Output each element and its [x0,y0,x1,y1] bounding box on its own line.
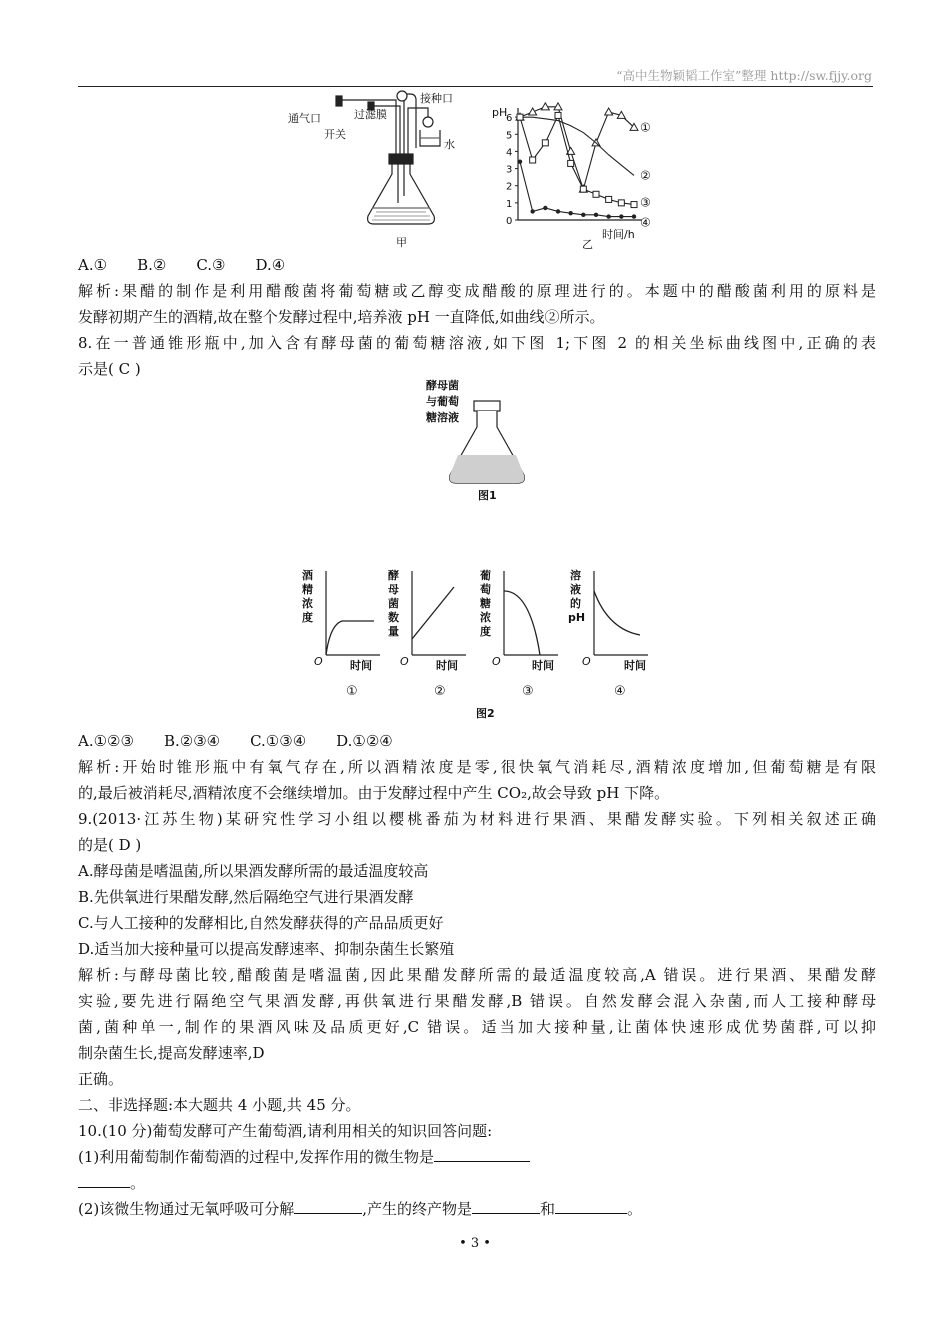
q9-stem-line: 的是( D ) [78,836,142,854]
fig2-xlabel: 时间 [350,659,372,672]
q10-p1-end: 。 [130,1174,146,1192]
fig2-ylabel: 酒精浓度 [302,569,313,624]
data-point [594,213,598,217]
q8-analysis-line: 解析:开始时锥形瓶中有氧气存在,所以酒精浓度是零,很快氧气消耗尽,酒精浓度增加,但葡萄糖是有限 [78,758,876,776]
q10-part-2 [78,1196,876,1222]
fig2-ylabel: 溶液的 pH [568,569,586,624]
fig2-number: ② [434,684,446,699]
label-filter: 过滤膜 [354,108,387,121]
q7-option: D.④ [255,256,286,274]
fig2-origin: O [314,655,323,668]
fig1-label-line: 酵母菌 [426,379,459,392]
data-point [632,214,636,218]
q9-analysis-line: 制杂菌生长,提高发酵速率,D [78,1044,265,1062]
q8-option: D.①②④ [336,732,393,750]
series-line [520,117,634,175]
q8-analysis-line: 的,最后被消耗尽,酒精浓度不会继续增加。由于发酵过程中产生 CO₂,故会导致 pH 下降。 [78,784,670,802]
fig2-caption: 图2 [476,707,495,720]
q8-options [78,728,876,754]
fig2-xlabel: 时间 [436,659,458,672]
figure-2-graphs [300,565,670,725]
q8-stem-line: 8.在一普通锥形瓶中,加入含有酵母菌的葡萄糖溶液,如下图 1;下图 2 的相关坐标曲线图中,正确的表 [78,334,876,352]
fig2-panel-3 [480,568,558,699]
y-tick-label: 5 [506,130,513,142]
fig2-number: ① [346,684,358,699]
data-point [618,200,624,206]
q10-p2-c: 和 [540,1200,556,1218]
fig2-xlabel: 时间 [532,659,554,672]
fig2-number: ④ [614,684,626,699]
data-point [530,157,536,163]
fig2-origin: O [400,655,409,668]
series-label: ① [640,120,651,135]
fig2-number: ③ [522,684,534,699]
figure-ph-chart [490,88,670,258]
data-point [568,160,574,166]
label-inoculation: 接种口 [420,92,453,105]
header-rule [78,86,873,87]
series-label: ② [640,168,651,183]
data-point [581,213,585,217]
data-point [605,108,613,115]
q8-option: C.①③④ [250,732,307,750]
data-point [631,202,637,208]
data-point [518,160,522,164]
data-point [530,209,534,213]
fig2-curve [594,591,640,635]
q10-p2-b: ,产生的终产物是 [362,1200,473,1218]
q9-analysis-line: 解析:与酵母菌比较,醋酸菌是嗜温菌,因此果醋发酵所需的最适温度较高,A 错误。进行果酒、果醋发酵 [78,966,876,984]
data-point [517,114,523,120]
y-tick-label: 3 [506,164,513,176]
q9-option: B.先供氧进行果醋发酵,然后隔绝空气进行果酒发酵 [78,888,414,906]
q10-part-1-cont [78,1170,876,1196]
q7-option: B.② [137,256,167,274]
data-point [606,214,610,218]
q7-options [78,252,876,278]
series-label: ③ [640,195,651,210]
q9-analysis-line: 正确。 [78,1070,124,1088]
q8-stem-line: 示是( C ) [78,360,141,378]
q10-stem: 10.(10 分)葡萄发酵可产生葡萄酒,请利用相关的知识回答问题: [78,1122,493,1140]
q9-option: A.酵母菌是嗜温菌,所以果酒发酵所需的最适温度较高 [78,862,429,880]
label-water: 水 [444,138,455,151]
q8-option: A.①②③ [78,732,134,750]
q7-option: A.① [78,256,108,274]
fig2-curve [412,587,454,639]
chart-caption: 乙 [582,238,593,251]
data-point [556,209,560,213]
label-switch: 开关 [324,128,346,141]
fig2-panel-2 [388,568,466,699]
data-point [606,196,612,202]
answer-blank[interactable] [555,1199,627,1214]
q7-option: C.③ [196,256,226,274]
data-point [529,108,537,115]
q9-option: C.与人工接种的发酵相比,自然发酵获得的产品品质更好 [78,914,444,932]
figure-1-flask [420,375,540,505]
section-2-title: 二、非选择题:本大题共 4 小题,共 45 分。 [78,1096,361,1114]
y-tick-label: 0 [506,216,513,227]
q10-p2-a: (2)该微生物通过无氧呼吸可分解 [78,1200,295,1218]
y-tick-label: 1 [506,198,513,210]
data-point [593,191,599,197]
y-tick-label: 4 [506,147,513,159]
data-point [543,206,547,210]
y-tick-label: 2 [506,181,513,193]
fig2-ylabel: 酵母菌数量 [388,569,399,638]
fig1-label-line: 糖溶液 [426,411,459,424]
series-label: ④ [640,215,651,230]
q9-option: D.适当加大接种量可以提高发酵速率、抑制杂菌生长繁殖 [78,940,455,958]
fig2-ylabel: 葡萄糖浓度 [480,569,491,638]
answer-blank[interactable] [472,1199,540,1214]
q8-option: B.②③④ [163,732,221,750]
q9-analysis-line: 菌,菌种单一,制作的果酒风味及品质更好,C 错误。适当加大接种量,让菌体快速形成优势菌群,可以抑 [78,1018,876,1036]
fig1-caption: 图1 [478,489,497,502]
answer-blank[interactable] [294,1199,362,1214]
data-point [542,140,548,146]
fig2-curve [504,591,540,655]
q9-stem-line: 9.(2013·江苏生物)某研究性学习小组以樱桃番茄为材料进行果酒、果醋发酵实验。下列相关叙述正确 [78,810,876,828]
page-header: “高中生物颖韬工作室”整理 http://sw.fjjy.org [616,68,872,83]
page-number: • 3 • [459,1236,491,1251]
fig2-origin: O [582,655,591,668]
data-point [619,214,623,218]
q7-analysis-line: 解析:果醋的制作是利用醋酸菌将葡萄糖或乙醇变成醋酸的原理进行的。本题中的醋酸菌利用的原料是 [78,282,876,300]
q10-part-1 [78,1144,876,1170]
caption-jia: 甲 [396,236,407,249]
fig2-curve [326,621,374,655]
fig1-label-line: 与葡萄 [426,395,459,408]
figure-apparatus [280,88,480,258]
answer-blank[interactable] [434,1147,530,1162]
answer-blank[interactable] [78,1173,130,1188]
fig2-panel-1 [301,568,380,699]
fig2-panel-4 [568,568,648,699]
fig2-xlabel: 时间 [624,659,646,672]
data-point [555,112,561,118]
q7-analysis-line: 发酵初期产生的酒精,故在整个发酵过程中,培养液 pH 一直降低,如曲线②所示。 [78,308,605,326]
data-point [580,186,586,192]
data-point [568,211,572,215]
chart-ylabel: pH [492,106,508,119]
q10-p2-d: 。 [627,1200,643,1218]
q10-p1-text: (1)利用葡萄制作葡萄酒的过程中,发挥作用的微生物是 [78,1148,435,1166]
q9-analysis-line: 实验,要先进行隔绝空气果酒发酵,再供氧进行果醋发酵,B 错误。自然发酵会混入杂菌,而人工接种酵母 [78,992,876,1010]
chart-xlabel: 时间/h [602,228,635,241]
y-tick-label: 6 [506,113,513,125]
label-air-inlet: 通气口 [288,112,321,125]
fig2-origin: O [492,655,501,668]
